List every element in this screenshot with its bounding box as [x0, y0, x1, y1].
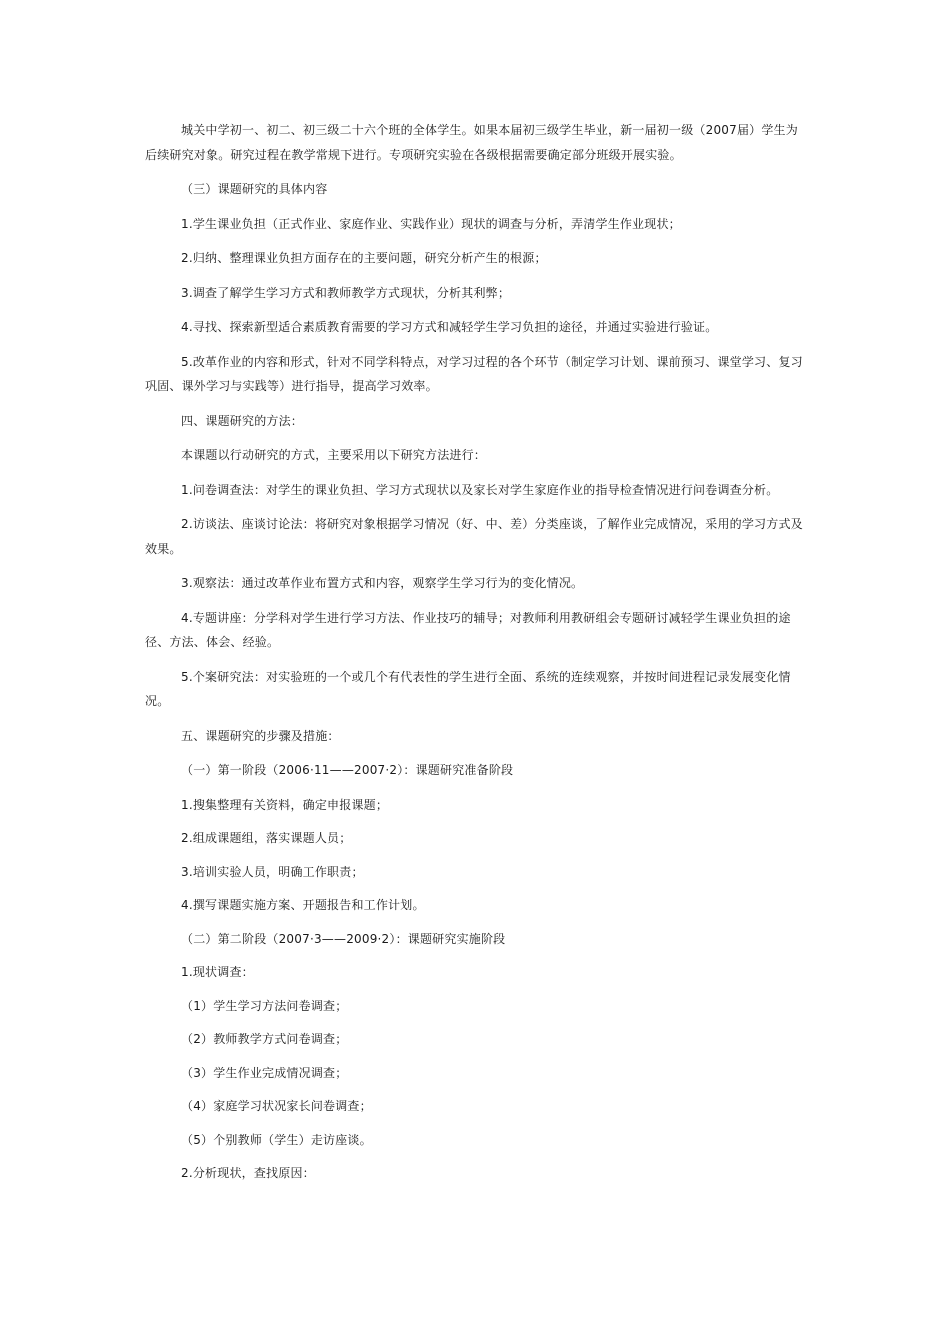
list-item: 2.组成课题组，落实课题人员； [181, 831, 352, 845]
paragraph-methods-intro: 本课题以行动研究的方式，主要采用以下研究方法进行： [181, 448, 487, 462]
list-item: 4.寻找、探索新型适合素质教育需要的学习方式和减轻学生学习负担的途径，并通过实验进行验证。 [181, 320, 718, 334]
list-item: 1.现状调查： [181, 965, 254, 979]
heading-research-methods: 四、课题研究的方法： [181, 413, 304, 428]
heading-stage-one: （一）第一阶段（2006·11——2007·2）：课题研究准备阶段 [181, 763, 514, 777]
list-item: （5）个别教师（学生）走访座谈。 [181, 1132, 372, 1147]
paragraph-research-subjects: 城关中学初一、初二、初三级二十六个班的全体学生。如果本届初三级学生毕业，新一届初一级（2007届）学生为后续研究对象。研究过程在教学常规下进行。专项研究实验在各级根据需要确定部分班级开展实验。 [145, 123, 798, 162]
list-item: （2）教师教学方式问卷调查； [181, 1032, 348, 1046]
list-item: 5.个案研究法：对实验班的一个或几个有代表性的学生进行全面、系统的连续观察，并按时间进程记录发展变化情况。 [145, 669, 791, 708]
list-item: 2.访谈法、座谈讨论法：将研究对象根据学习情况（好、中、差）分类座谈，了解作业完成情况，采用的学习方式及效果。 [145, 517, 803, 556]
list-item: 1.问卷调查法：对学生的课业负担、学习方式现状以及家长对学生家庭作业的指导检查情况进行问卷调查分析。 [181, 482, 779, 497]
list-item: 4.撰写课题实施方案、开题报告和工作计划。 [181, 898, 425, 912]
list-item: 3.观察法：通过改革作业布置方式和内容，观察学生学习行为的变化情况。 [181, 576, 584, 590]
list-item: 1.搜集整理有关资料，确定申报课题； [181, 797, 389, 812]
list-item: （1）学生学习方法问卷调查； [181, 998, 348, 1013]
list-item: 2.分析现状，查找原因： [181, 1166, 315, 1180]
document-body [145, 118, 807, 1195]
list-item: （3）学生作业完成情况调查； [181, 1065, 348, 1080]
list-item: 1.学生课业负担（正式作业、家庭作业、实践作业）现状的调查与分析，弄清学生作业现状； [181, 216, 681, 231]
list-item: 4.专题讲座：分学科对学生进行学习方法、作业技巧的辅导；对教师利用教研组会专题研讨减轻学生课业负担的途径、方法、体会、经验。 [145, 610, 791, 649]
heading-specific-content: （三）课题研究的具体内容 [181, 182, 328, 196]
list-item: 5.改革作业的内容和形式，针对不同学科特点，对学习过程的各个环节（制定学习计划、课前预习、课堂学习、复习巩固、课外学习与实践等）进行指导，提高学习效率。 [145, 354, 803, 393]
heading-research-steps: 五、课题研究的步骤及措施： [181, 728, 340, 743]
list-item: 3.培训实验人员，明确工作职责； [181, 864, 364, 879]
list-item: 3.调查了解学生学习方式和教师教学方式现状，分析其利弊； [181, 285, 511, 300]
heading-stage-two: （二）第二阶段（2007·3——2009·2）：课题研究实施阶段 [181, 931, 506, 946]
list-item: （4）家庭学习状况家长问卷调查； [181, 1099, 372, 1113]
list-item: 2.归纳、整理课业负担方面存在的主要问题，研究分析产生的根源； [181, 251, 547, 265]
